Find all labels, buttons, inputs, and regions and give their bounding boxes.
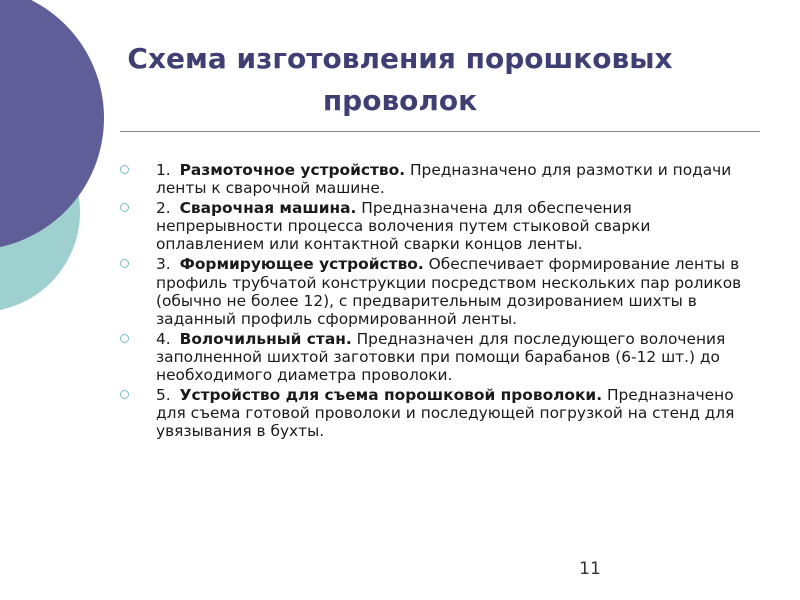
bullet-item <box>118 330 758 384</box>
bullet-text: Предназначен для последующего волочения заполненной шихтой заготовки при помощи барабанов (6-12 шт.) до необходимого диаметра проволоки. <box>156 329 726 385</box>
bullet-marker-icon <box>120 390 129 399</box>
bullet-heading: Размоточное устройство. <box>179 161 406 179</box>
bullet-item <box>118 161 758 197</box>
bullet-number: 3. <box>156 255 171 274</box>
bullet-heading: Устройство для съема порошковой проволоки. <box>179 386 603 405</box>
bullet-marker-icon <box>120 203 129 212</box>
bullet-list <box>118 161 758 442</box>
bullet-heading: Сварочная машина. <box>179 199 357 218</box>
bullet-number: 2. <box>156 199 171 218</box>
bullet-marker-icon <box>120 259 129 268</box>
bullet-number: 1. <box>156 161 171 179</box>
slide-title: Схема изготовления порошковых проволок <box>127 42 673 117</box>
purple-circle <box>0 0 104 250</box>
page-number: 11 <box>579 559 601 579</box>
bullet-number: 5. <box>156 386 171 405</box>
bullet-text: Предназначено для съема готовой проволоки и последующей погрузкой на стенд для увязывания в бухты. <box>156 386 735 441</box>
bullet-text: Предназначено для размотки и подачи ленты к сварочной машине. <box>156 161 732 198</box>
bullet-text: Предназначена для обеспечения непрерывности процесса волочения путем стыковой сварки оплавлением или контактной сварки концов ленты. <box>156 199 651 254</box>
bullet-item <box>118 199 758 253</box>
bullet-heading: Волочильный стан. <box>179 329 352 348</box>
bullet-heading: Формирующее устройство. <box>179 255 424 274</box>
bullet-marker-icon <box>120 334 129 343</box>
bullet-number: 4. <box>156 329 171 348</box>
bullet-item <box>118 255 758 327</box>
bullet-text: Обеспечивает формирование ленты в профиль трубчатой конструкции посредством нескольких пар роликов (обычно не более 12), с предварительным дозированием шихты в заданный профиль сформированной ленты. <box>156 255 742 328</box>
bullet-marker-icon <box>120 165 129 174</box>
title-divider <box>120 131 760 132</box>
bullet-item <box>118 386 758 440</box>
